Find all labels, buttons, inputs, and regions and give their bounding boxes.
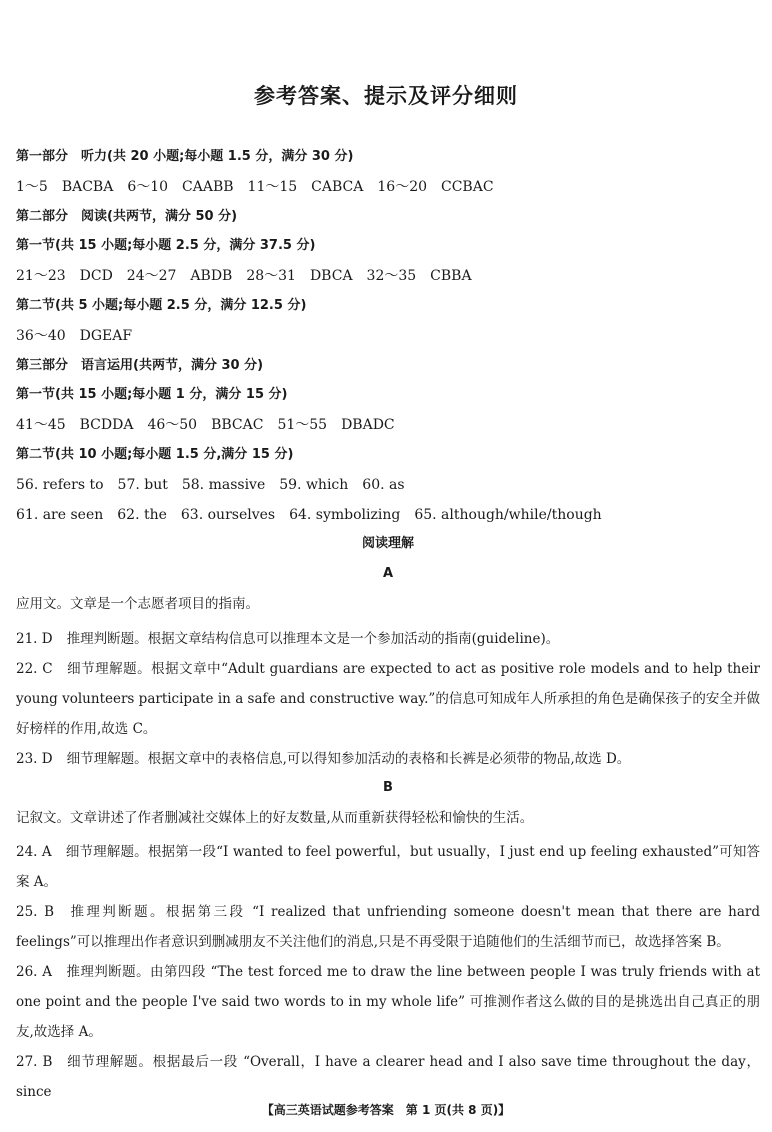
section-b-label: B xyxy=(383,779,393,795)
answer-explanation: 推理判断题。根据文章结构信息可以推理本文是一个参加活动的指南(guideline)。 xyxy=(66,630,560,647)
part3-section1-heading: 第一节(共 15 小题;每小题 1 分，满分 15 分) xyxy=(16,387,288,403)
section-b-intro: 记叙文。文章讲述了作者删减社交媒体上的好友数量,从而重新获得轻松和愉快的生活。 xyxy=(16,809,534,826)
answer-content xyxy=(16,147,760,1107)
answer-item xyxy=(16,654,760,744)
answer-item xyxy=(16,897,760,957)
answer-number: 21. D xyxy=(16,630,53,647)
answer-explanation: 细节理解题。根据文章中的表格信息,可以得知参加活动的表格和长裤是必须带的物品,故选 D。 xyxy=(66,750,631,767)
part3-heading: 第三部分 语言运用(共两节，满分 30 分) xyxy=(16,357,264,373)
answer-explanation: 细节理解题。根据文章中“Adult guardians are expected to act as positive role models and to help their young volunteers participate in a safe and constructive way.”的信息可知成年人所承担的角色是确保孩子的安全并做好榜样的作用,故选 C。 xyxy=(16,660,760,737)
answer-number: 24. A xyxy=(16,844,52,861)
answer-item xyxy=(16,1047,760,1107)
section-a-intro: 应用文。文章是一个志愿者项目的指南。 xyxy=(16,595,259,612)
reading-heading: 阅读理解 xyxy=(361,536,414,552)
part3-section2-keys-row2: 61. are seen 62. the 63. ourselves 64. symbolizing 65. although/while/though xyxy=(16,506,602,523)
answer-item xyxy=(16,624,760,654)
part3-section2-keys-row1: 56. refers to 57. but 58. massive 59. which 60. as xyxy=(16,476,405,493)
part2-section1-keys: 21～23 DCD 24～27 ABDB 28～31 DBCA 32～35 CBBA xyxy=(16,268,472,285)
answer-number: 26. A xyxy=(16,964,52,981)
part2-heading: 第二部分 阅读(共两节，满分 50 分) xyxy=(16,208,238,224)
section-a-label: A xyxy=(382,566,394,582)
part3-section2-heading: 第二节(共 10 小题;每小题 1.5 分,满分 15 分) xyxy=(16,446,294,462)
part1-heading: 第一部分 听力(共 20 小题;每小题 1.5 分，满分 30 分) xyxy=(16,149,354,164)
answer-explanation: 细节理解题。根据第一段“I wanted to feel powerful，but usually，I just end up feeling exhausted”可知答案 A。 xyxy=(16,844,760,891)
answer-explanation: 推理判断题。由第四段 “The test forced me to draw the line between people I was truly friends with at one point and the people I've said two words to in my whole life” 可推测作者这么做的目的是挑选出自己真正的朋友,故选择 A。 xyxy=(16,964,760,1041)
part2-section1-heading: 第一节(共 15 小题;每小题 2.5 分，满分 37.5 分) xyxy=(16,238,316,254)
answer-number: 22. C xyxy=(16,660,53,677)
answer-item xyxy=(16,744,760,774)
answer-explanation: 推理判断题。根据第三段 “I realized that unfriending someone doesn't mean that there are hard feelings”可以推理出作者意识到删减朋友不关注他们的消息,只是不再受限于追随他们的生活细节而已，故选择答案 B。 xyxy=(16,904,760,951)
answer-item xyxy=(16,957,760,1047)
part3-section1-keys: 41～45 BCDDA 46～50 BBCAC 51～55 DBADC xyxy=(16,417,395,434)
answer-item xyxy=(16,837,760,897)
part2-section2-keys: 36～40 DGEAF xyxy=(16,327,133,344)
page-footer: 【高三英语试题参考答案 第 1 页(共 8 页)】 xyxy=(261,1103,511,1117)
part1-keys: 1～5 BACBA 6～10 CAABB 11～15 CABCA 16～20 CCBAC xyxy=(16,178,494,195)
page-title: 参考答案、提示及评分细则 xyxy=(254,84,518,108)
answer-explanation: 细节理解题。根据最后一段 “Overall，I have a clearer head and I also save time throughout the day，since xyxy=(16,1054,760,1101)
answer-number: 25. B xyxy=(16,904,55,921)
answer-number: 27. B xyxy=(16,1054,53,1071)
part2-section2-heading: 第二节(共 5 小题;每小题 2.5 分，满分 12.5 分) xyxy=(16,297,307,313)
answer-number: 23. D xyxy=(16,750,53,767)
